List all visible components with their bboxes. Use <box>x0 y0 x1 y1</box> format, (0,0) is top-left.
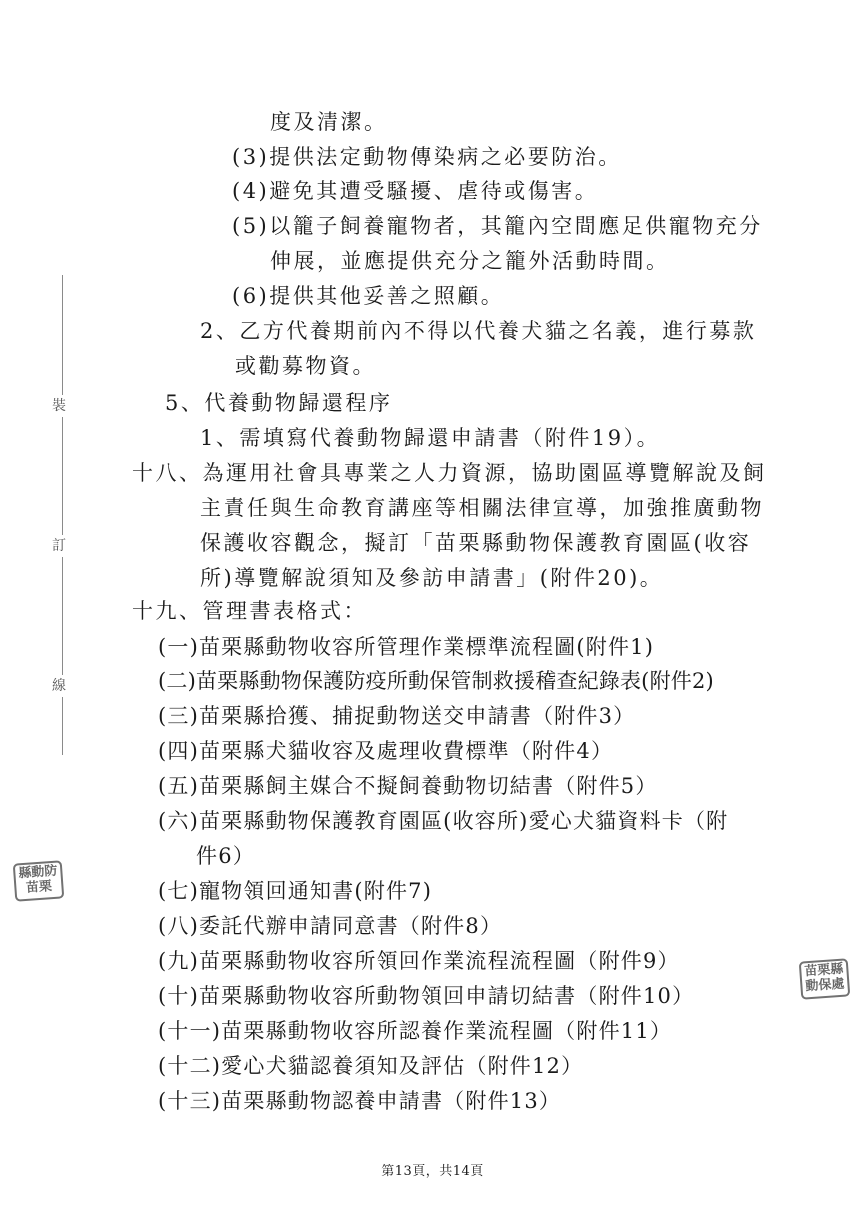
text-line-7: 2、乙方代養期前內不得以代養犬貓之名義，進行募款 <box>200 319 757 343</box>
seal-stamp-left-line1: 縣動防 <box>17 863 58 882</box>
text-line-2: (3)提供法定動物傳染病之必要防治。 <box>232 145 622 169</box>
text-line-9: 5、代養動物歸還程序 <box>165 391 393 415</box>
text-line-13: 保護收容觀念，擬訂「苗栗縣動物保護教育園區(收容 <box>200 531 752 555</box>
text-line-25: (九)苗栗縣動物收容所領回作業流程流程圖（附件9） <box>158 949 680 973</box>
text-line-11: 十八、為運用社會具專業之人力資源，協助園區導覽解說及飼 <box>132 461 767 485</box>
text-line-12: 主責任與生命教育講座等相關法律宣導，加強推廣動物 <box>200 496 764 520</box>
binding-char-zhuang: 裝 <box>52 395 66 417</box>
text-line-27: (十一)苗栗縣動物收容所認養作業流程圖（附件11） <box>158 1019 673 1043</box>
text-line-1: 度及清潔。 <box>270 110 388 134</box>
text-line-26: (十)苗栗縣動物收容所動物領回申請切結書（附件10） <box>158 984 695 1008</box>
text-line-16: (一)苗栗縣動物收容所管理作業標準流程圖(附件1) <box>158 635 655 659</box>
seal-stamp-left-line2: 苗栗 <box>25 879 53 896</box>
text-line-8: 或勸募物資。 <box>235 354 376 378</box>
text-line-28: (十二)愛心犬貓認養須知及評估（附件12） <box>158 1054 584 1078</box>
text-line-3: (4)避免其遭受騷擾、虐待或傷害。 <box>232 179 599 203</box>
seal-stamp-right-line2: 動保處 <box>804 976 845 995</box>
text-line-10: 1、需填寫代養動物歸還申請書（附件19）。 <box>200 426 661 450</box>
text-line-14: 所)導覽解說須知及參訪申請書」(附件20)。 <box>200 566 664 590</box>
text-line-5: 伸展，並應提供充分之籠外活動時間。 <box>270 249 670 273</box>
seal-stamp-left <box>13 860 65 901</box>
text-line-29: (十三)苗栗縣動物認養申請書（附件13） <box>158 1089 562 1113</box>
text-line-22: 件6） <box>196 844 255 868</box>
text-line-6: (6)提供其他妥善之照顧。 <box>232 284 505 308</box>
text-line-19: (四)苗栗縣犬貓收容及處理收費標準（附件4） <box>158 739 614 763</box>
text-line-17: (二)苗栗縣動物保護防疫所動保管制救援稽查紀錄表(附件2) <box>158 669 714 693</box>
seal-stamp-right-line1: 苗栗縣 <box>803 961 844 980</box>
text-line-4: (5)以籠子飼養寵物者，其籠內空間應足供寵物充分 <box>232 214 763 238</box>
text-line-24: (八)委託代辦申請同意書（附件8） <box>158 914 503 938</box>
seal-stamp-right <box>799 958 851 999</box>
binding-char-xian: 線 <box>52 675 66 697</box>
page-footer: 第13頁，共14頁 <box>381 1164 484 1179</box>
text-line-21: (六)苗栗縣動物保護教育園區(收容所)愛心犬貓資料卡（附 <box>158 809 729 833</box>
text-line-15: 十九、管理書表格式： <box>132 599 367 623</box>
text-line-20: (五)苗栗縣飼主媒合不擬飼養動物切結書（附件5） <box>158 774 658 798</box>
binding-char-ding: 訂 <box>52 535 66 557</box>
text-line-18: (三)苗栗縣拾獲、捕捉動物送交申請書（附件3） <box>158 704 636 728</box>
text-line-23: (七)寵物領回通知書(附件7) <box>158 879 433 903</box>
